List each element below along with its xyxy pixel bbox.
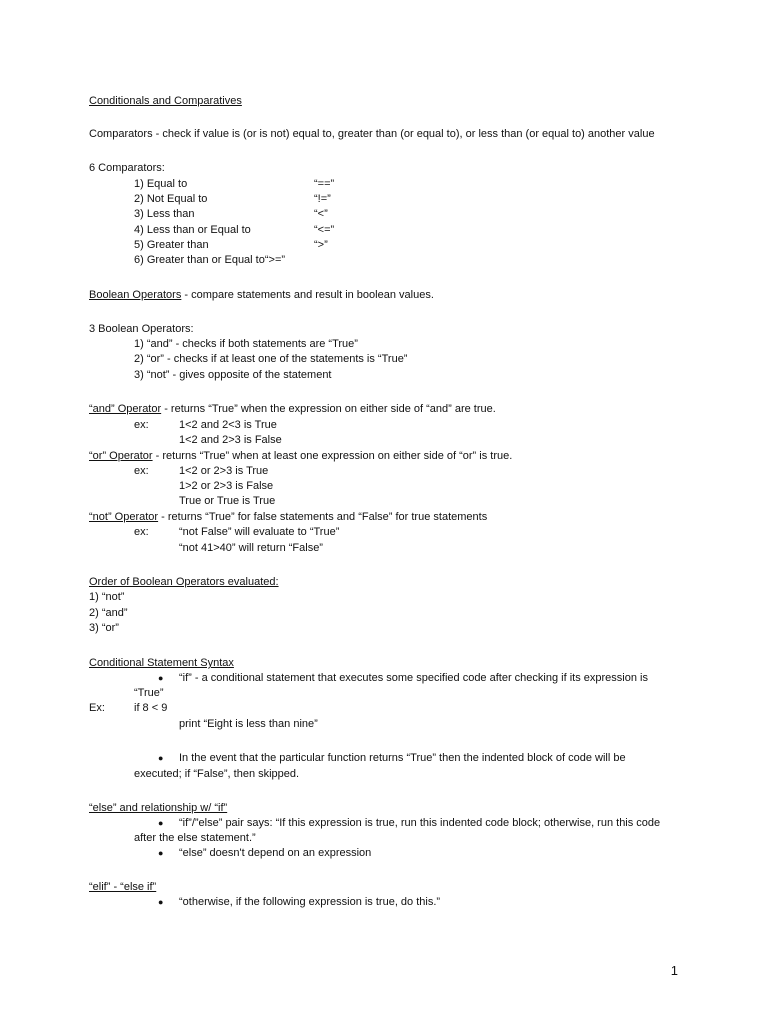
boolean-heading: 3 Boolean Operators: — [89, 323, 194, 335]
bullet-text: “if”/”else” pair says: “If this expression is true, run this indented code block; otherwise, run this code — [179, 817, 661, 829]
ex-label: ex: — [134, 465, 149, 477]
example-line: 1>2 or 2>3 is False — [179, 480, 274, 492]
page-title: Conditionals and Comparatives — [89, 95, 242, 107]
elif-heading: “elif” - “else if” — [89, 881, 157, 893]
comparators-definition: Comparators - check if value is (or is not) equal to, greater than (or equal to), or less than (or equal to) another value — [89, 128, 655, 140]
page-number: 1 — [670, 963, 678, 978]
order-item: 3) “or” — [89, 622, 119, 634]
ex-label: Ex: — [89, 702, 105, 714]
code-line: if 8 < 9 — [134, 702, 168, 714]
comparator-symbol: “>=” — [264, 254, 286, 266]
or-operator-def: - returns “True” when at least one expression on either side of “or” is true. — [152, 450, 513, 462]
boolean-ops-def: - compare statements and result in boolean values. — [181, 289, 434, 301]
order-item: 1) “not” — [89, 591, 125, 603]
order-item: 2) “and” — [89, 607, 128, 619]
else-heading: “else” and relationship w/ “if” — [89, 802, 228, 814]
comparator-label: 5) Greater than — [134, 239, 209, 251]
order-heading: Order of Boolean Operators evaluated: — [89, 576, 279, 588]
comparator-label: 6) Greater than or Equal to — [134, 254, 265, 266]
boolean-ops-definition — [89, 288, 434, 302]
bullet-text-continuation: after the else statement.” — [134, 832, 256, 844]
bullet-icon: ● — [158, 753, 164, 763]
comparator-symbol: “<” — [314, 208, 328, 220]
bullet-text: “otherwise, if the following expression is true, do this.” — [179, 896, 441, 908]
bullet-text-continuation: executed; if “False”, then skipped. — [134, 768, 300, 780]
bullet-icon: ● — [158, 818, 164, 828]
bullet-icon: ● — [158, 897, 164, 907]
bullet-text-continuation: “True” — [134, 687, 164, 699]
example-line: “not False” will evaluate to “True” — [179, 526, 340, 538]
conditional-heading: Conditional Statement Syntax — [89, 657, 234, 669]
not-operator-def: - returns “True” for false statements and “False” for true statements — [158, 511, 488, 523]
comparator-symbol: “==” — [314, 178, 335, 190]
boolean-ops-term: Boolean Operators — [89, 289, 182, 301]
comparator-label: 3) Less than — [134, 208, 195, 220]
ex-label: ex: — [134, 526, 149, 538]
ex-label: ex: — [134, 419, 149, 431]
comparator-symbol: “!=” — [314, 193, 331, 205]
comparator-row-last — [134, 253, 285, 267]
example-line: True or True is True — [179, 495, 276, 507]
and-operator-definition — [89, 402, 496, 416]
bullet-icon: ● — [158, 673, 164, 683]
example-line: 1<2 or 2>3 is True — [179, 465, 269, 477]
boolean-op-item: 2) “or” - checks if at least one of the statements is “True” — [134, 353, 408, 365]
comparator-symbol: “<=” — [314, 224, 335, 236]
and-operator-term: “and” Operator — [89, 403, 162, 415]
bullet-icon: ● — [158, 848, 164, 858]
comparator-label: 1) Equal to — [134, 178, 188, 190]
boolean-op-item: 1) “and” - checks if both statements are “True” — [134, 338, 358, 350]
bullet-text: “if” - a conditional statement that executes some specified code after checking if its expression is — [179, 672, 648, 684]
comparator-label: 2) Not Equal to — [134, 193, 208, 205]
or-operator-term: “or” Operator — [89, 450, 153, 462]
bullet-text: “else” doesn't depend on an expression — [179, 847, 372, 859]
example-line: “not 41>40” will return “False” — [179, 542, 323, 554]
comparator-symbol: “>” — [314, 239, 328, 251]
comparator-label: 4) Less than or Equal to — [134, 224, 251, 236]
and-operator-def: - returns “True” when the expression on either side of “and” are true. — [161, 403, 496, 415]
example-line: 1<2 and 2>3 is False — [179, 434, 282, 446]
boolean-op-item: 3) “not” - gives opposite of the statement — [134, 369, 332, 381]
not-operator-definition — [89, 510, 487, 524]
comparators-heading: 6 Comparators: — [89, 162, 165, 174]
bullet-text: In the event that the particular function returns “True” then the indented block of code will be — [179, 752, 626, 764]
code-line: print “Eight is less than nine” — [179, 718, 318, 730]
or-operator-definition — [89, 449, 512, 463]
example-line: 1<2 and 2<3 is True — [179, 419, 277, 431]
not-operator-term: “not” Operator — [89, 511, 159, 523]
